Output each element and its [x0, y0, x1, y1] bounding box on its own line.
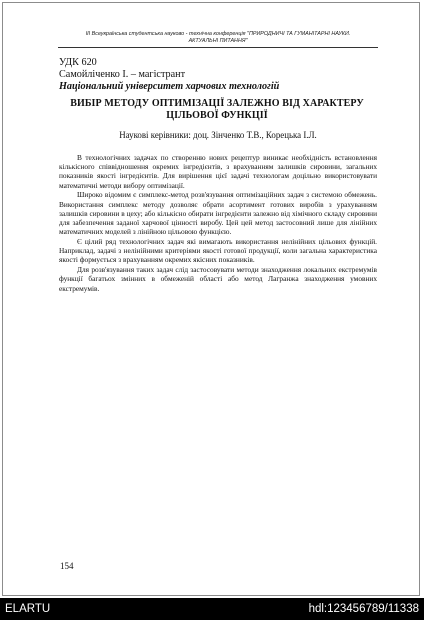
repository-name: ELARTU: [5, 603, 51, 615]
body-text: [59, 153, 377, 293]
udc-code: УДК 620: [59, 57, 97, 68]
paragraph: Широко відомим є симплекс-метод розв'язування оптимізаційних задач з системою обмежень. Використання симплекс методу дозволяє обрати асортимент готових виробів з урахуванням залишків сировини в цеху; або кількісно обирати інгредієнти залежно від хімічного складу сировини для забезпечення заданої харчової цінності виробу. Цей цей метод застосовний лише для лінійних математичних моделей з лінійною цільовою функцією.: [59, 190, 377, 237]
paragraph: Є цілий ряд технологічних задач які вимагають використання нелінійних цільових функцій. Наприклад, задачі з нелінійними критеріями якості готової продукції, коли загальна характеристика якості формується з врахуванням окремих якісних показників.: [59, 237, 377, 265]
repository-footer: [0, 598, 424, 620]
paper-title: ВИБІР МЕТОДУ ОПТИМІЗАЦІЇ ЗАЛЕЖНО ВІД ХАРАКТЕРУ ЦІЛЬОВОЇ ФУНКЦІЇ: [70, 98, 364, 121]
header-divider: [58, 47, 378, 48]
running-header: III Всеукраїнська студентська науково - технічна конференція "ПРИРОДНИЧІ ТА ГУМАНІТАРНІ НАУКИ. АКТУАЛЬНІ ПИТАННЯ": [85, 31, 351, 44]
page-number: 154: [60, 561, 74, 571]
author-line: Самойліченко І. – магістрант: [59, 69, 186, 80]
scientific-advisers: Наукові керівники: доц. Зінченко Т.В., Корецька І.Л.: [119, 130, 317, 140]
handle-identifier[interactable]: hdl:123456789/11338: [308, 603, 419, 615]
paragraph: Для розв'язування таких задач слід застосовувати методи знаходження локальних екстремумів функції багатьох змінних в обмеженій області або метод Лагранжа знаходження умовних екстремумів.: [59, 265, 377, 293]
paragraph: В технологічних задачах по створенню нових рецептур виникає необхідність встановлення кількісного співвідношення окремих інгредієнтів, з врахуванням залишків сировини, загальних показників якості інгредієнтів. Для вирішення цієї задачі технологам доцільно використовувати математичні методи вибору оптимізації.: [59, 153, 377, 190]
affiliation: Національний університет харчових технологій: [59, 81, 280, 92]
